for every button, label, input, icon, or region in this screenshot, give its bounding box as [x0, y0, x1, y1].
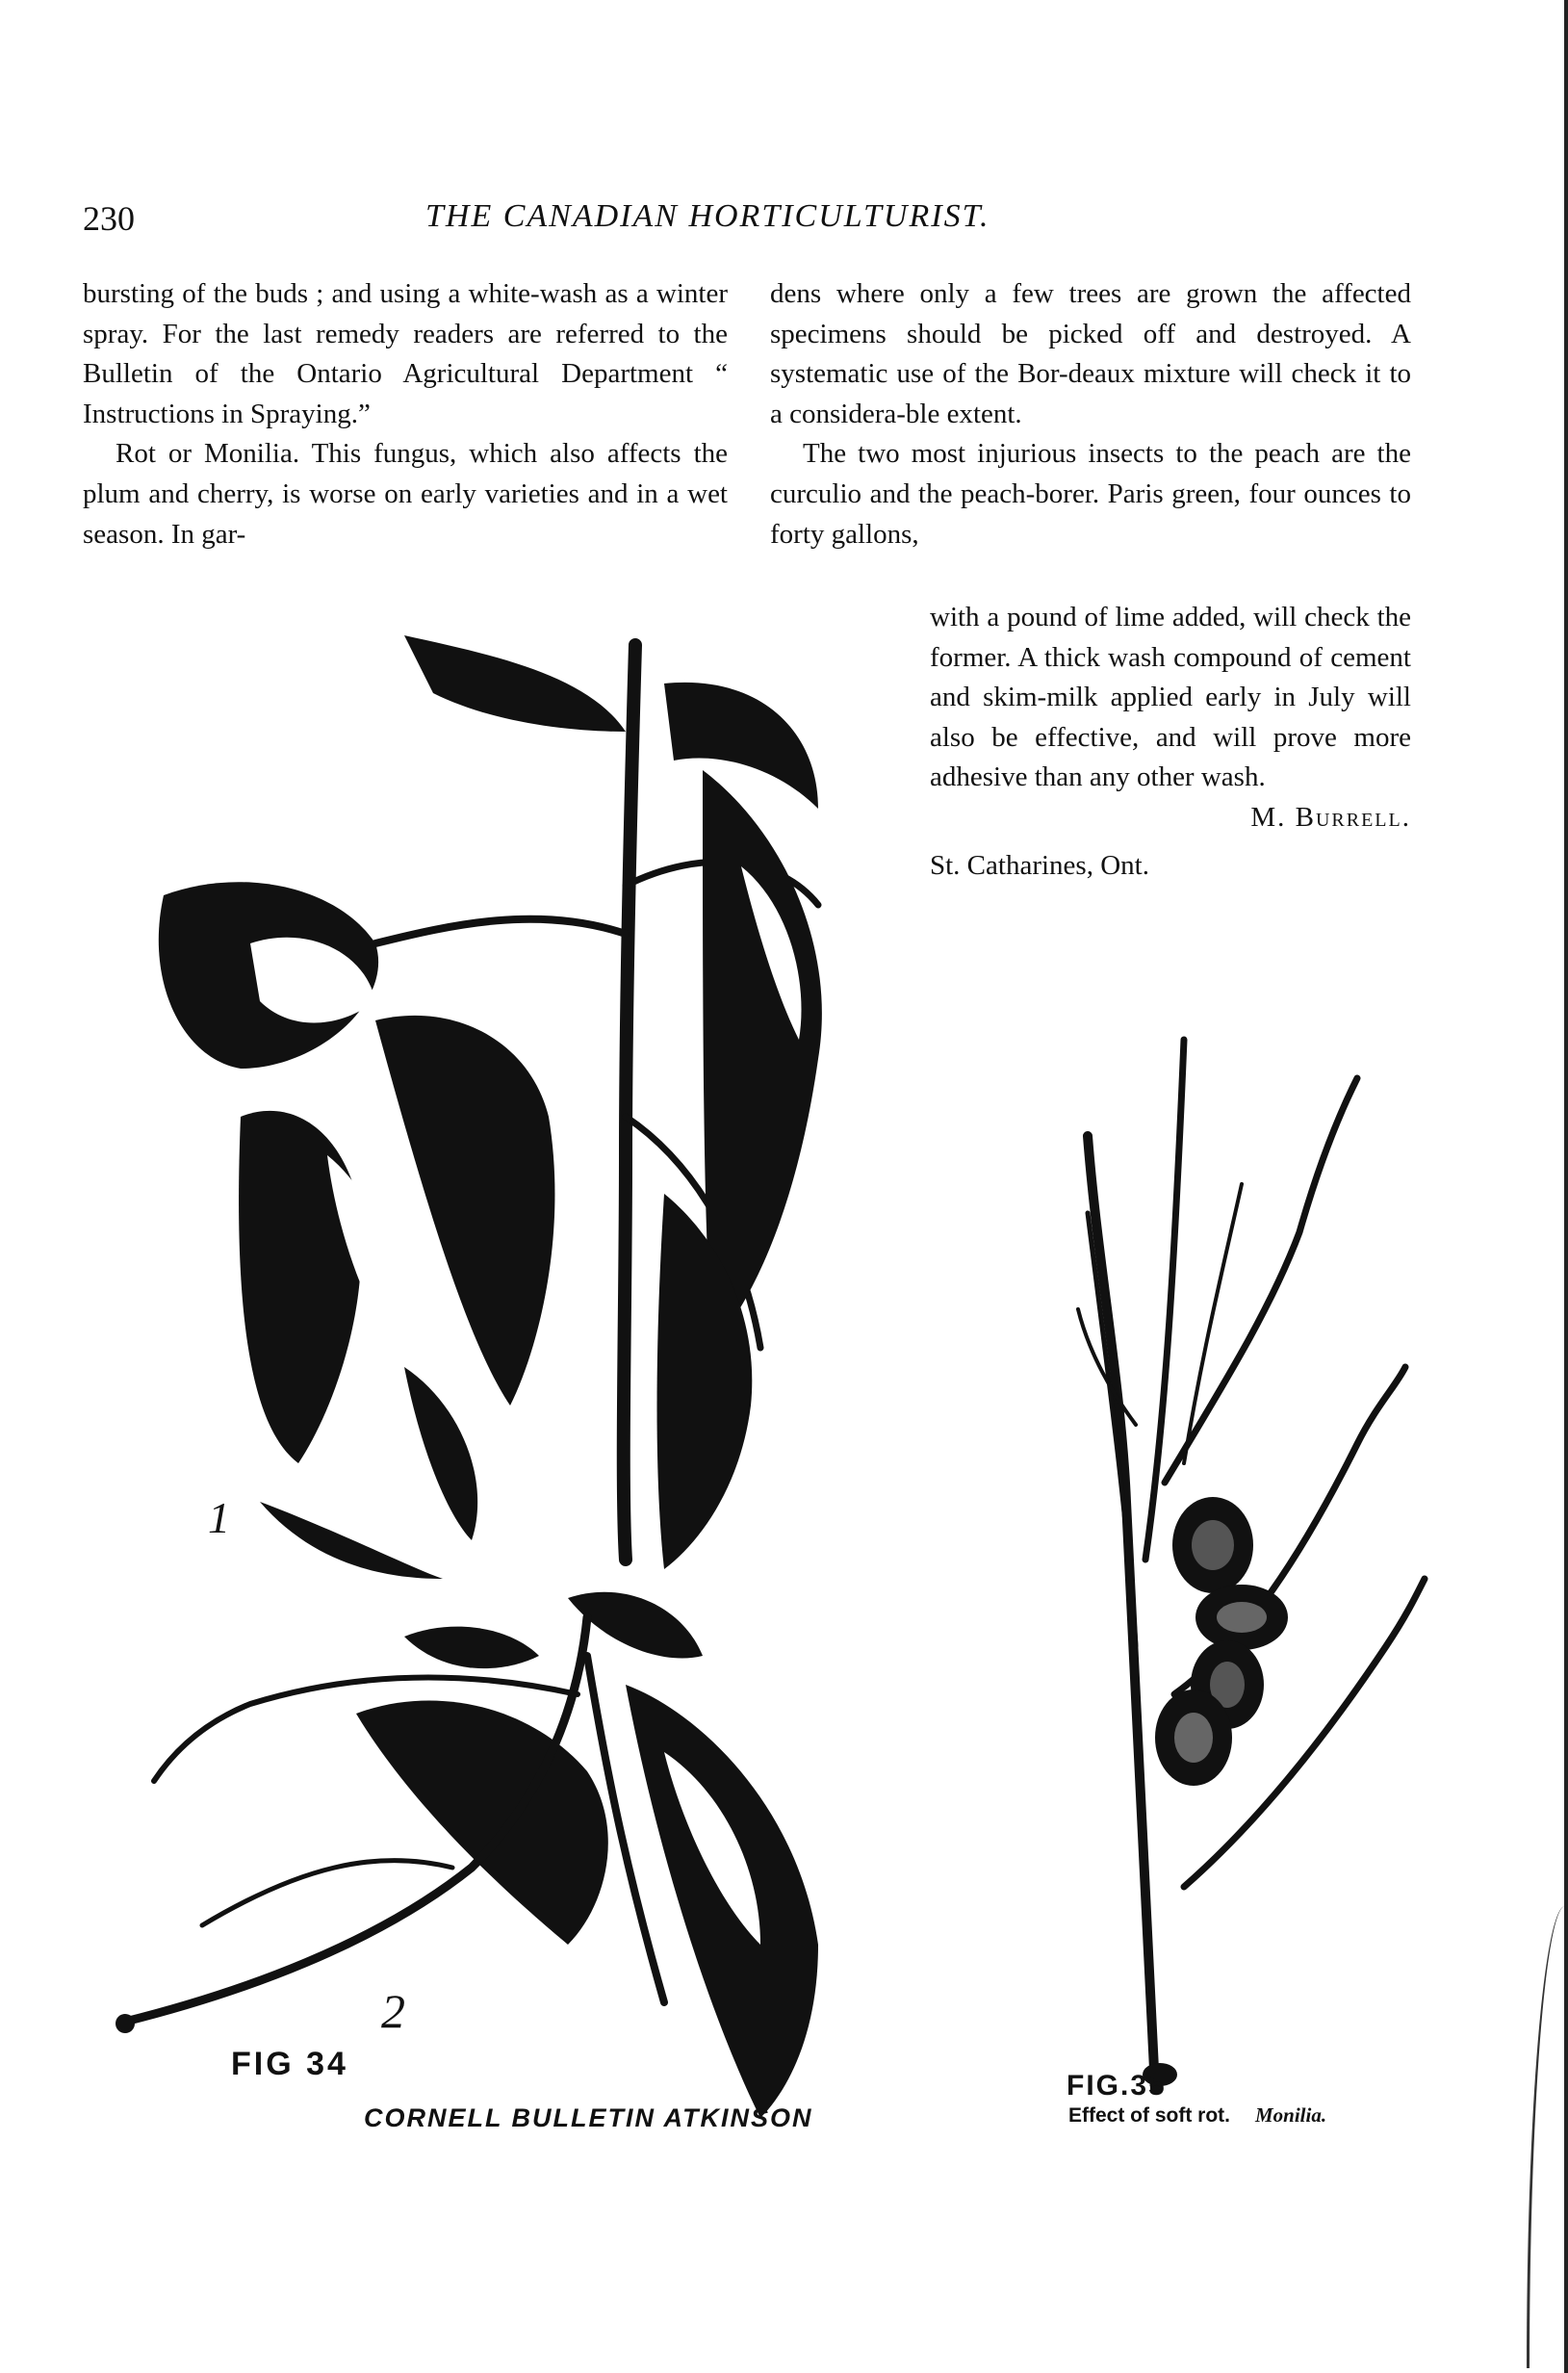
figure-35-caption: [1068, 2103, 1326, 2128]
author-place: St. Catharines, Ont.: [930, 849, 1149, 881]
page-curl: [1527, 1906, 1568, 2368]
figure-35-caption-scientific: Monilia.: [1255, 2103, 1327, 2127]
figure-35-caption-text: Effect of soft rot.: [1068, 2104, 1230, 2127]
author-signature: M. Burrell.: [1250, 801, 1411, 833]
figure-35-illustration: [953, 1020, 1434, 2128]
journal-title: THE CANADIAN HORTICULTURIST.: [425, 198, 990, 234]
page-number: 230: [83, 199, 135, 238]
left-paragraph-1: bursting of the buds ; and using a white-wash as a winter spray. For the last remedy readers are referred to the Bulletin of the Ontario Agricultural Department “ Instructions in Spraying.”: [83, 278, 728, 429]
right-paragraph-1: dens where only a few trees are grown the affected specimens should be picked off and destroyed. A systematic use of the Bor-deaux mixture will check it to a considera-ble extent.: [770, 278, 1411, 429]
figure-34-illustration: [87, 616, 914, 2137]
page-header: [83, 198, 1411, 241]
figure-34-panel-number-2: 2: [381, 1984, 405, 2038]
figure-34-credit: CORNELL BULLETIN ATKINSON: [364, 2103, 813, 2132]
figure-34-panel-number-1: 1: [208, 1493, 230, 1542]
right-paragraph-2-narrow: with a pound of lime added, will check the former. A thick wash compound of cement and skim-milk applied early in July will also be effective, and will prove more adhesive than any other wash.: [930, 602, 1411, 793]
right-column-narrow: [930, 598, 1411, 886]
figure-35-label: FIG.35: [1067, 2070, 1167, 2102]
left-column: [83, 274, 728, 555]
left-paragraph-2: Rot or Monilia. This fungus, which also affects the plum and cherry, is worse on early varieties and in a wet season. In gar-: [83, 438, 728, 550]
right-paragraph-2-wide: The two most injurious insects to the peach are the curculio and the peach-borer. Paris green, four ounces to forty gallons,: [770, 438, 1411, 550]
figure-34-label: FIG 34: [231, 2046, 348, 2082]
right-column: [770, 274, 1411, 555]
